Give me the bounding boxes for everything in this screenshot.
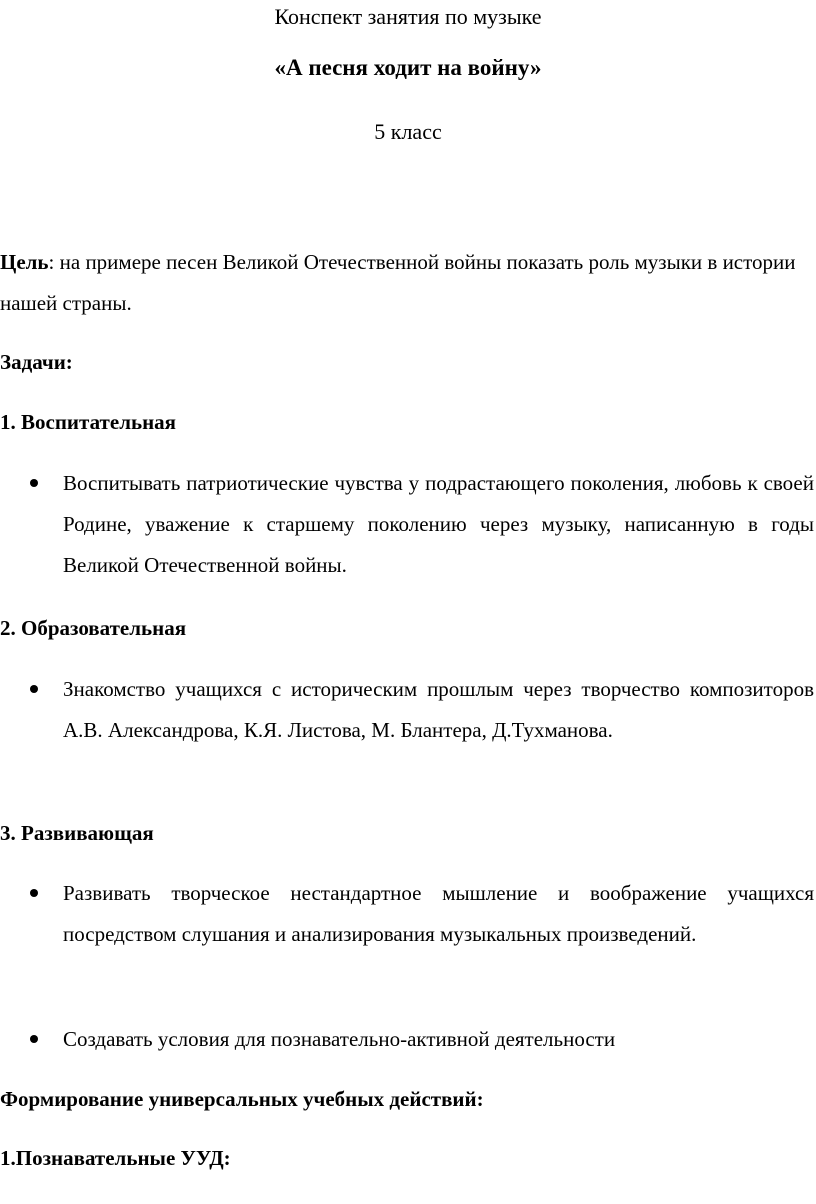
document-title: Конспект занятия по музыке (274, 4, 542, 29)
tasks-heading: Задачи: (0, 350, 73, 374)
goal-label: Цель (0, 250, 49, 274)
section-heading-education: 2. Образовательная (0, 616, 187, 640)
section-heading-upbringing: 1. Воспитательная (0, 410, 177, 434)
bullet-icon (30, 479, 38, 487)
bullet-text-education: Знакомство учащихся с историческим прошлым через творчество композиторов А.В. Александрова, К.Я. Листова, М. Блантера, Д.Тухманова. (63, 677, 814, 742)
grade-label: 5 класс (374, 119, 442, 144)
bullet-text-upbringing: Воспитывать патриотические чувства у подрастающего поколения, любовь к своей Родине, уважение к старшему поколению через музыку, написанную в годы Великой Отечественной войны. (63, 471, 814, 577)
document-subtitle: «А песня ходит на войну» (274, 55, 542, 80)
bullet-text-development-1: Развивать творческое нестандартное мышление и воображение учащихся посредством слушания и анализирования музыкальных произведений. (63, 881, 814, 946)
goal-paragraph (0, 242, 812, 324)
bullet-icon (30, 685, 38, 693)
bullet-icon (30, 889, 38, 897)
bullet-text-development-2: Создавать условия для познавательно-активной деятельности (63, 1027, 616, 1051)
goal-text: : на примере песен Великой Отечественной войны показать роль музыки в истории нашей страны. (0, 250, 796, 315)
uud-heading: Формирование универсальных учебных действий: (0, 1087, 484, 1111)
bullet-icon (30, 1035, 38, 1043)
uud-subheading: 1.Познавательные УУД: (0, 1146, 231, 1170)
section-heading-development: 3. Развивающая (0, 821, 154, 845)
